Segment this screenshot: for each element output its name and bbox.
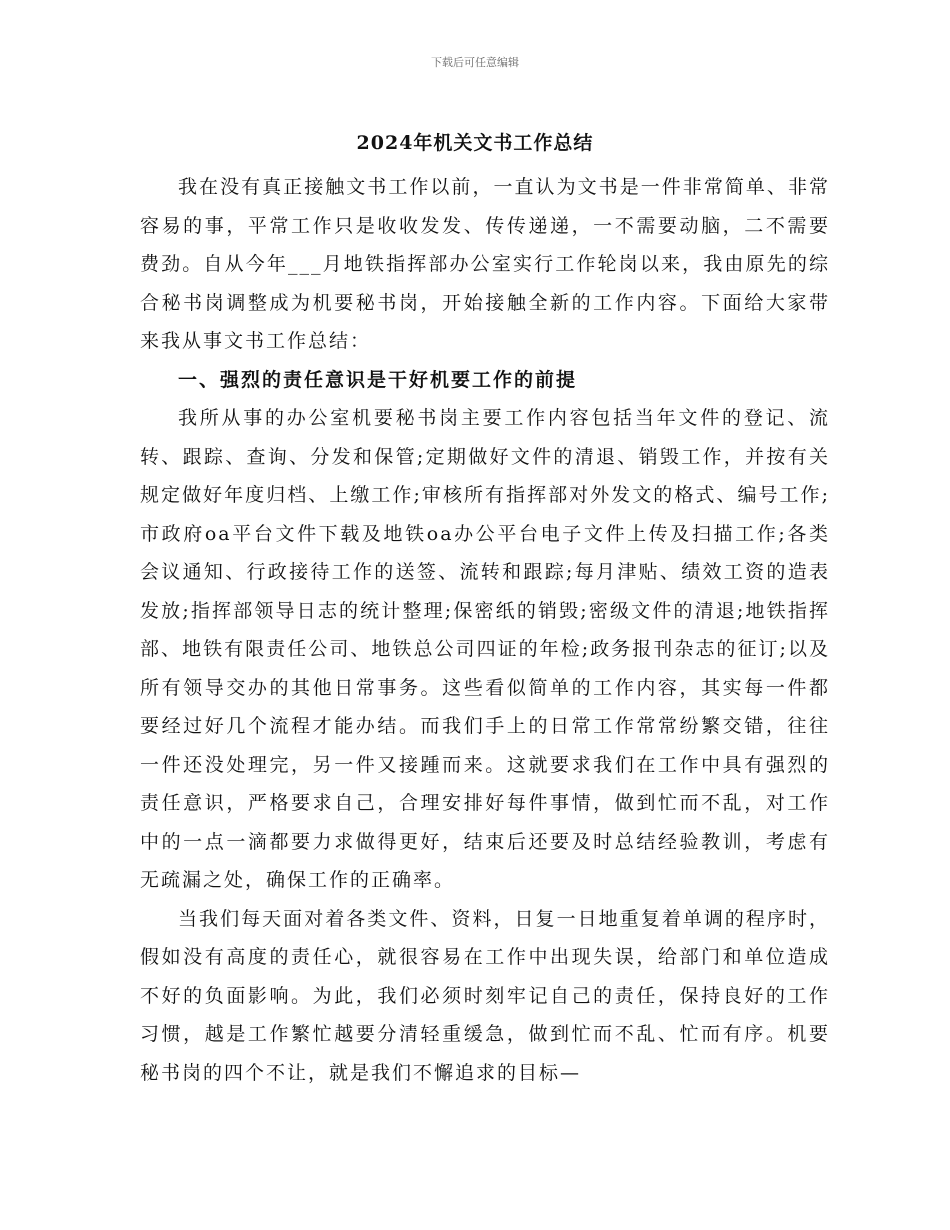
section-heading: 一、强烈的责任意识是干好机要工作的前提 [178, 368, 578, 391]
document-title: 2024年机关文书工作总结 [356, 132, 594, 154]
paragraph-duties: 我所从事的办公室机要秘书岗主要工作内容包括当年文件的登记、流转、跟踪、查询、分发和保管;定期做好文件的清退、销毁工作，并按有关规定做好年度归档、上缴工作;审核所有指挥部对外发文的格式、编号工作;市政府oa平台文件下载及地铁oa办公平台电子文件上传及扫描工作;各类会议通知、行政接待工作的送签、流转和跟踪;每月津贴、绩效工资的造表发放;指挥部领导日志的统计整理;保密纸的销毁;密级文件的清退;地铁指挥部、地铁有限责任公司、地铁总公司四证的年检;政务报刊杂志的征订;以及所有领导交办的其他日常事务。这些看似简单的工作内容，其实每一件都要经过好几个流程才能办结。而我们手上的日常工作常常纷繁交错，往往一件还没处理完，另一件又接踵而来。这就要求我们在工作中具有强烈的责任意识，严格要求自己，合理安排好每件事情，做到忙而不乱，对工作中的一点一滴都要力求做得更好，结束后还要及时总结经验教训，考虑有无疏漏之处，确保工作的正确率。 [140, 407, 830, 891]
document-body [140, 168, 830, 1092]
header-note: 下载后可任意编辑 [431, 56, 519, 69]
paragraph-intro: 我在没有真正接触文书工作以前，一直认为文书是一件非常简单、非常容易的事，平常工作只是收收发发、传传递递，一不需要动脑，二不需要费劲。自从今年___月地铁指挥部办公室实行工作轮岗以来，我由原先的综合秘书岗调整成为机要秘书岗，开始接触全新的工作内容。下面给大家带来我从事文书工作总结： [140, 176, 830, 352]
paragraph-responsibility: 当我们每天面对着各类文件、资料，日复一日地重复着单调的程序时，假如没有高度的责任心，就很容易在工作中出现失误，给部门和单位造成不好的负面影响。为此，我们必须时刻牢记自己的责任，保持良好的工作习惯，越是工作繁忙越要分清轻重缓急，做到忙而不乱、忙而有序。机要秘书岗的四个不让，就是我们不懈追求的目标— [140, 907, 830, 1084]
